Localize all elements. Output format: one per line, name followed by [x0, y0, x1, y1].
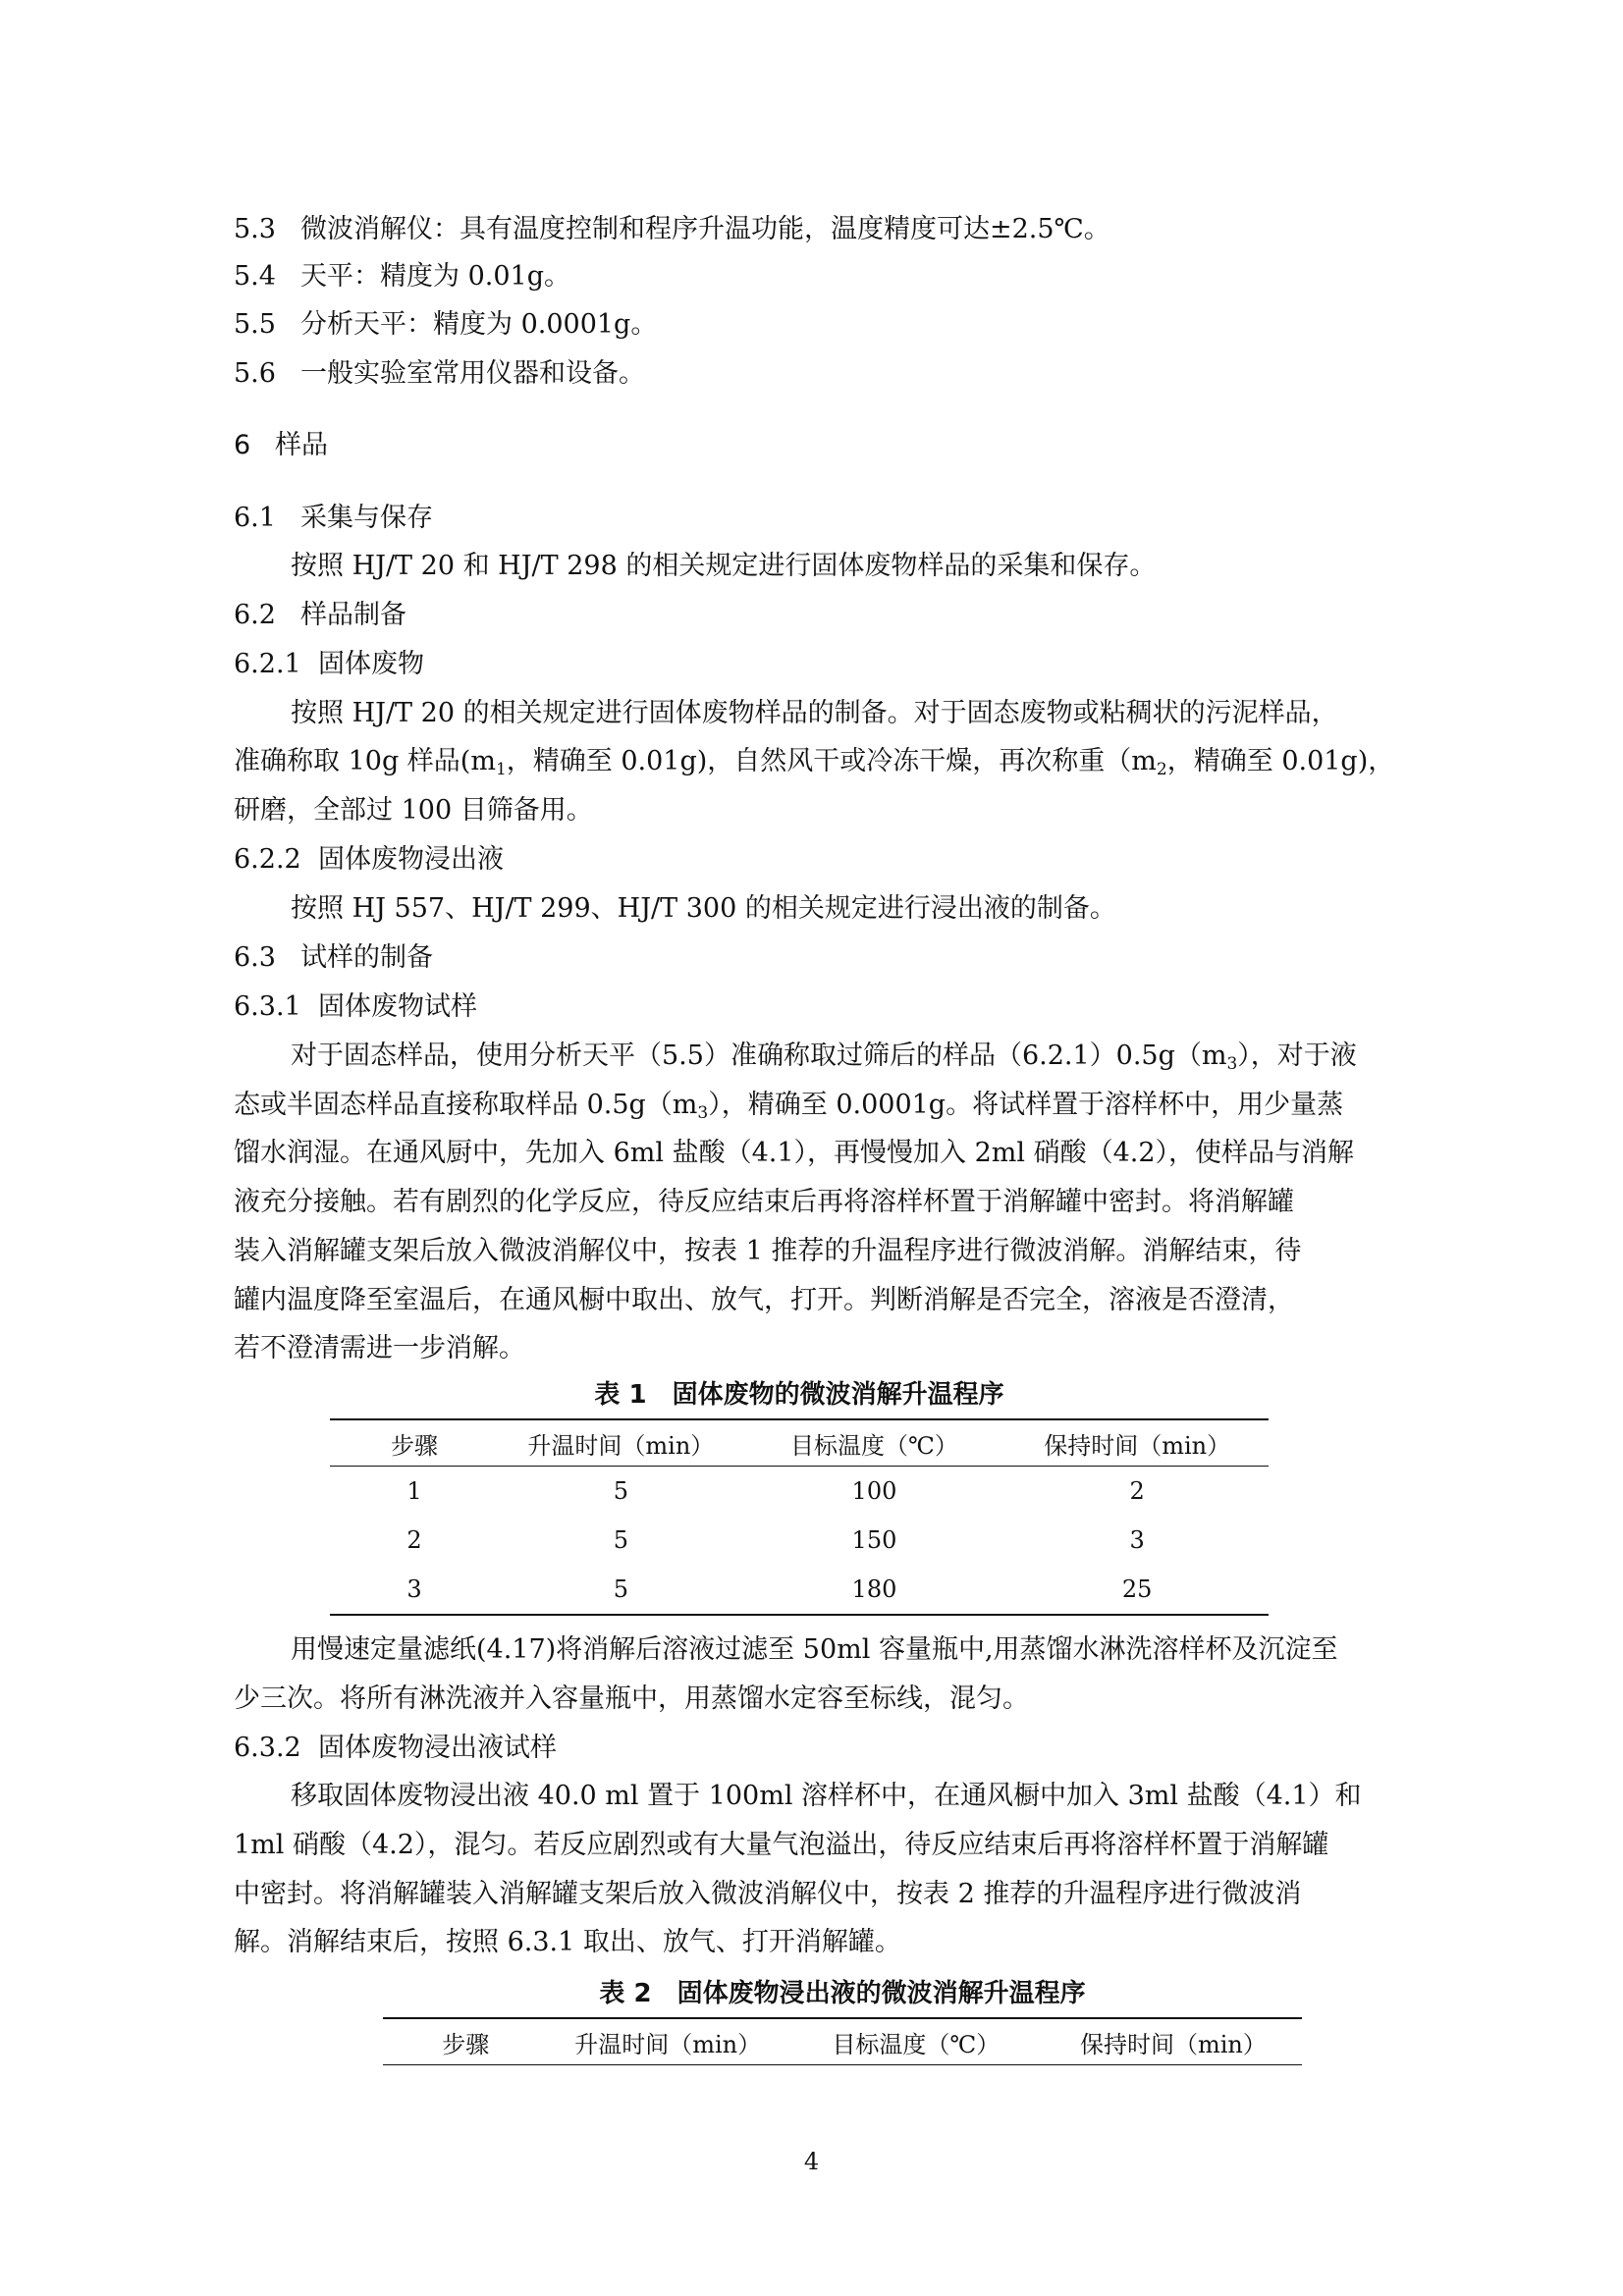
paragraph-6-3-1-line2	[234, 1088, 1343, 1123]
item-number: 5.5	[234, 309, 276, 340]
section-6-heading	[234, 428, 328, 463]
heading-title: 固体废物试样	[318, 991, 477, 1022]
table-cell: 5	[613, 1526, 628, 1554]
table-cell: 3	[406, 1575, 422, 1603]
text-run: 态或半固态样品直接称取样品 0.5g（m	[234, 1090, 698, 1120]
item-text: 天平：精度为 0.01g。	[300, 261, 570, 292]
column-header: 步骤	[391, 1431, 439, 1460]
heading-6-3	[234, 940, 433, 976]
table-cell: 100	[851, 1477, 897, 1505]
paragraph-6-3-1-line1	[291, 1039, 1357, 1074]
heading-title: 固体废物浸出液	[318, 844, 504, 875]
heading-number: 6.2	[234, 600, 276, 630]
heading-6-2-1	[234, 647, 424, 682]
page-number: 4	[803, 2148, 820, 2175]
text-run: ），精确至 0.0001g。将试样置于溶样杯中，用少量蒸	[708, 1090, 1344, 1120]
heading-title: 固体废物	[318, 649, 424, 679]
paragraph-6-3-1-line7: 若不澄清需进一步消解。	[234, 1333, 525, 1363]
table-cell: 25	[1121, 1575, 1153, 1603]
column-header: 升温时间（min）	[527, 1431, 715, 1460]
heading-number: 6.1	[234, 503, 276, 533]
item-text: 一般实验室常用仪器和设备。	[300, 358, 645, 389]
table-cell: 5	[613, 1477, 628, 1505]
heading-title: 固体废物浸出液试样	[318, 1733, 557, 1763]
column-header: 保持时间（min）	[1044, 1431, 1231, 1460]
subscript: 1	[495, 760, 507, 779]
text-run: 对于固态样品，使用分析天平（5.5）准确称取过筛后的样品（6.2.1）0.5g（m	[291, 1041, 1227, 1071]
paragraph-6-3-1-line3: 馏水润湿。在通风厨中，先加入 6ml 盐酸（4.1），再慢慢加入 2ml 硝酸（4.2），使样品与消解	[234, 1138, 1355, 1168]
item-5-4	[234, 259, 570, 294]
item-number: 5.6	[234, 358, 276, 389]
paragraph-6-3-2-line3: 中密封。将消解罐装入消解罐支架后放入微波消解仪中，按表 2 推荐的升温程序进行微波消	[234, 1879, 1302, 1909]
table-cell: 2	[1129, 1477, 1145, 1505]
item-number: 5.4	[234, 261, 276, 292]
subscript: 2	[1156, 760, 1167, 779]
heading-6-3-1	[234, 989, 477, 1025]
heading-6-2	[234, 598, 406, 633]
paragraph-6-2-1-line3: 研磨，全部过 100 目筛备用。	[234, 795, 593, 826]
column-header: 步骤	[442, 2030, 490, 2058]
paragraph-6-3-1-line6: 罐内温度降至室温后，在通风橱中取出、放气，打开。判断消解是否完全，溶液是否澄清，	[234, 1285, 1294, 1315]
paragraph-6-3-1-after-line2: 少三次。将所有淋洗液并入容量瓶中，用蒸馏水定容至标线，混匀。	[234, 1683, 1029, 1714]
table-cell: 1	[406, 1477, 422, 1505]
subscript: 3	[697, 1103, 709, 1123]
column-header: 保持时间（min）	[1080, 2030, 1267, 2058]
paragraph-6-3-2-line4: 解。消解结束后，按照 6.3.1 取出、放气、打开消解罐。	[234, 1927, 901, 1957]
text-run: 准确称取 10g 样品(m	[234, 746, 496, 776]
heading-title: 样品制备	[300, 600, 406, 630]
heading-number: 6.2.1	[234, 649, 301, 679]
heading-6-1	[234, 501, 433, 536]
item-5-5	[234, 307, 657, 343]
column-header: 目标温度（℃）	[790, 1431, 958, 1460]
table-cell: 5	[613, 1575, 628, 1603]
paragraph-6-2-1-line2	[234, 744, 1394, 779]
heading-title: 采集与保存	[300, 503, 433, 533]
table2-caption: 表 2 固体废物浸出液的微波消解升温程序	[599, 1979, 1086, 2008]
heading-6-3-2	[234, 1731, 557, 1766]
text-run: ，精确至 0.01g)，自然风干或冷冻干燥，再次称重（m	[506, 746, 1157, 776]
table1-caption: 表 1 固体废物的微波消解升温程序	[594, 1380, 1004, 1410]
text-run: ），对于液	[1237, 1041, 1357, 1071]
paragraph-6-3-1-line4: 液充分接触。若有剧烈的化学反应，待反应结束后再将溶样杯置于消解罐中密封。将消解罐	[234, 1187, 1294, 1217]
item-text: 分析天平：精度为 0.0001g。	[300, 309, 658, 340]
table2	[383, 2017, 1302, 2065]
paragraph-6-3-1-line5: 装入消解罐支架后放入微波消解仪中，按表 1 推荐的升温程序进行微波消解。消解结束，待	[234, 1236, 1302, 1266]
table-header-row	[383, 2018, 1302, 2065]
paragraph-6-3-1-after-line1: 用慢速定量滤纸(4.17)将消解后溶液过滤至 50ml 容量瓶中,用蒸馏水淋洗溶样杯及沉淀至	[291, 1634, 1338, 1665]
item-5-3	[234, 212, 1110, 247]
paragraph-6-2-2: 按照 HJ 557、HJ/T 299、HJ/T 300 的相关规定进行浸出液的制备。	[291, 893, 1116, 924]
item-5-6	[234, 356, 645, 392]
text-run: ，精确至 0.01g)，	[1166, 746, 1395, 776]
table-cell: 2	[406, 1526, 422, 1554]
heading-number: 6.2.2	[234, 844, 301, 875]
paragraph-6-1: 按照 HJ/T 20 和 HJ/T 298 的相关规定进行固体废物样品的采集和保存。	[291, 551, 1157, 581]
table-row	[330, 1516, 1269, 1565]
table-row	[330, 1565, 1269, 1615]
paragraph-6-3-2-line1: 移取固体废物浸出液 40.0 ml 置于 100ml 溶样杯中，在通风橱中加入 3ml 盐酸（4.1）和	[291, 1781, 1362, 1811]
heading-title: 试样的制备	[300, 942, 433, 973]
subscript: 3	[1226, 1054, 1238, 1074]
heading-number: 6.3.1	[234, 991, 301, 1022]
item-text: 微波消解仪：具有温度控制和程序升温功能，温度精度可达±2.5℃。	[300, 214, 1110, 244]
heading-number: 6.3.2	[234, 1733, 301, 1763]
paragraph-6-3-2-line2: 1ml 硝酸（4.2），混匀。若反应剧烈或有大量气泡溢出，待反应结束后再将溶样杯置于消解罐	[234, 1830, 1329, 1860]
heading-number: 6.3	[234, 942, 276, 973]
section-title: 样品	[275, 430, 328, 460]
table1	[330, 1418, 1269, 1616]
table-cell: 150	[851, 1526, 897, 1554]
table-row	[330, 1467, 1269, 1517]
table-cell: 180	[851, 1575, 897, 1603]
column-header: 目标温度（℃）	[832, 2030, 1001, 2058]
item-number: 5.3	[234, 214, 276, 244]
paragraph-6-2-1-line1: 按照 HJ/T 20 的相关规定进行固体废物样品的制备。对于固态废物或粘稠状的污泥样品，	[291, 698, 1338, 728]
table-cell: 3	[1129, 1526, 1145, 1554]
heading-6-2-2	[234, 842, 504, 878]
column-header: 升温时间（min）	[574, 2030, 762, 2058]
table-header-row	[330, 1419, 1269, 1467]
section-number: 6	[234, 430, 251, 460]
